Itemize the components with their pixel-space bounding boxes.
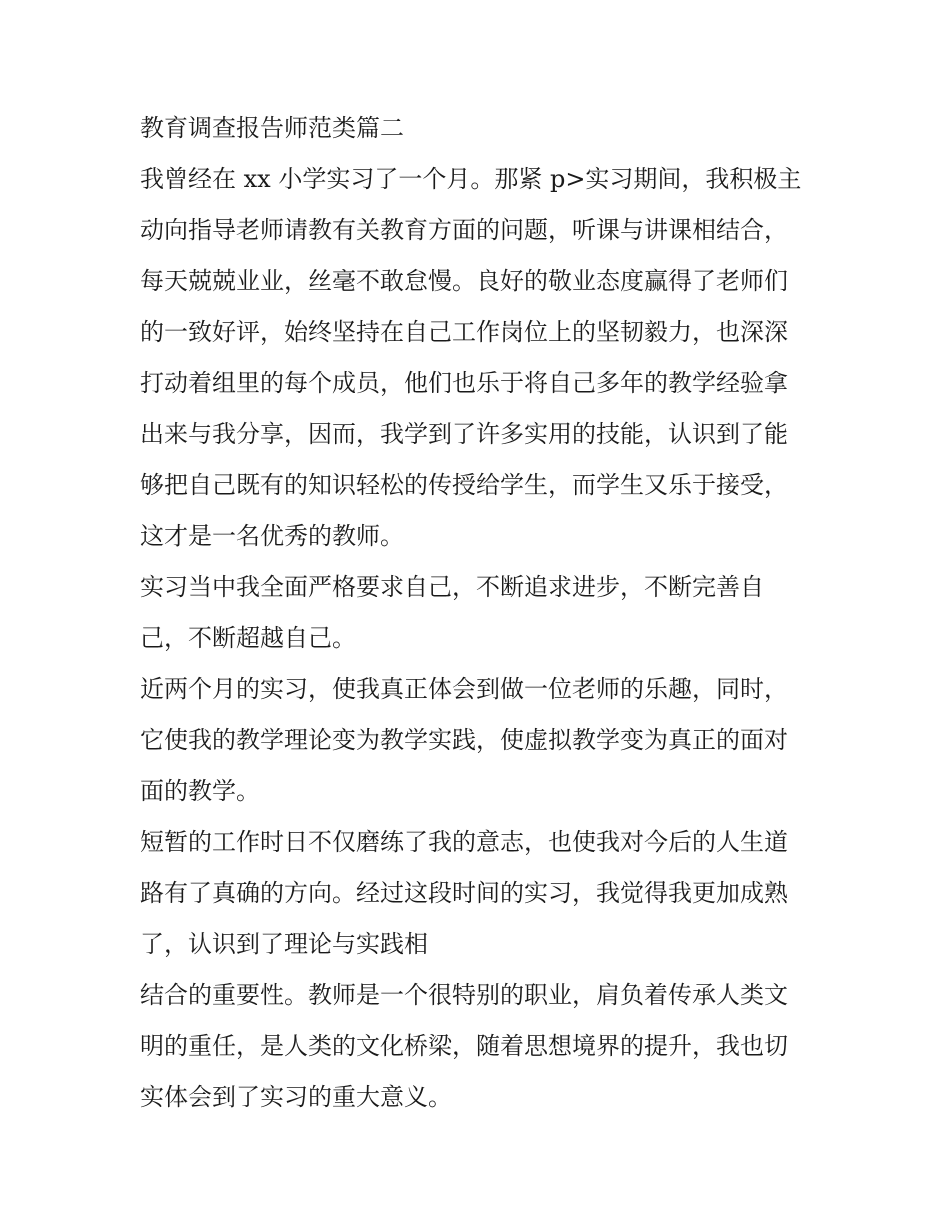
paragraph-2	[140, 562, 812, 664]
paragraph-line: 够把自己既有的知识轻松的传授给学生，而学生又乐于接受，	[140, 471, 788, 499]
paragraph-3	[140, 664, 812, 817]
paragraph-line: 短暂的工作时日不仅磨练了我的意志，也使我对今后的人生道	[140, 828, 788, 856]
paragraph-4	[140, 817, 812, 970]
paragraph-5	[140, 970, 812, 1123]
paragraph-1	[140, 154, 812, 562]
paragraph-line: 实体会到了实习的重大意义。	[140, 1083, 452, 1111]
document-title: 教育调查报告师范类篇二	[140, 114, 404, 142]
paragraph-line: 面的教学。	[140, 777, 260, 805]
paragraph-line: 路有了真确的方向。经过这段时间的实习，我觉得我更加成熟	[140, 879, 788, 907]
paragraph-line: 打动着组里的每个成员，他们也乐于将自己多年的教学经验拿	[140, 369, 788, 397]
paragraph-line: 实习当中我全面严格要求自己，不断追求进步，不断完善自	[140, 573, 764, 601]
paragraph-line: 己，不断超越自己。	[140, 624, 356, 652]
paragraph-line: 了，认识到了理论与实践相	[140, 930, 428, 958]
paragraph-line: 的一致好评，始终坚持在自己工作岗位上的坚韧毅力，也深深	[140, 318, 788, 346]
paragraph-line: 动向指导老师请教有关教育方面的问题，听课与讲课相结合，	[140, 216, 788, 244]
paragraph-line: 出来与我分享，因而，我学到了许多实用的技能，认识到了能	[140, 420, 788, 448]
paragraph-line: 明的重任，是人类的文化桥梁，随着思想境界的提升，我也切	[140, 1032, 788, 1060]
document-page	[140, 108, 812, 1123]
paragraph-line: 结合的重要性。教师是一个很特别的职业，肩负着传承人类文	[140, 981, 788, 1009]
paragraph-line: 它使我的教学理论变为教学实践，使虚拟教学变为真正的面对	[140, 726, 788, 754]
paragraph-line: 每天兢兢业业，丝毫不敢怠慢。良好的敬业态度赢得了老师们	[140, 267, 788, 295]
paragraph-line: 这才是一名优秀的教师。	[140, 522, 404, 550]
paragraph-line: 我曾经在 xx 小学实习了一个月。那紧 p>实习期间，我积极主	[140, 165, 802, 193]
paragraph-line: 近两个月的实习，使我真正体会到做一位老师的乐趣，同时，	[140, 675, 788, 703]
